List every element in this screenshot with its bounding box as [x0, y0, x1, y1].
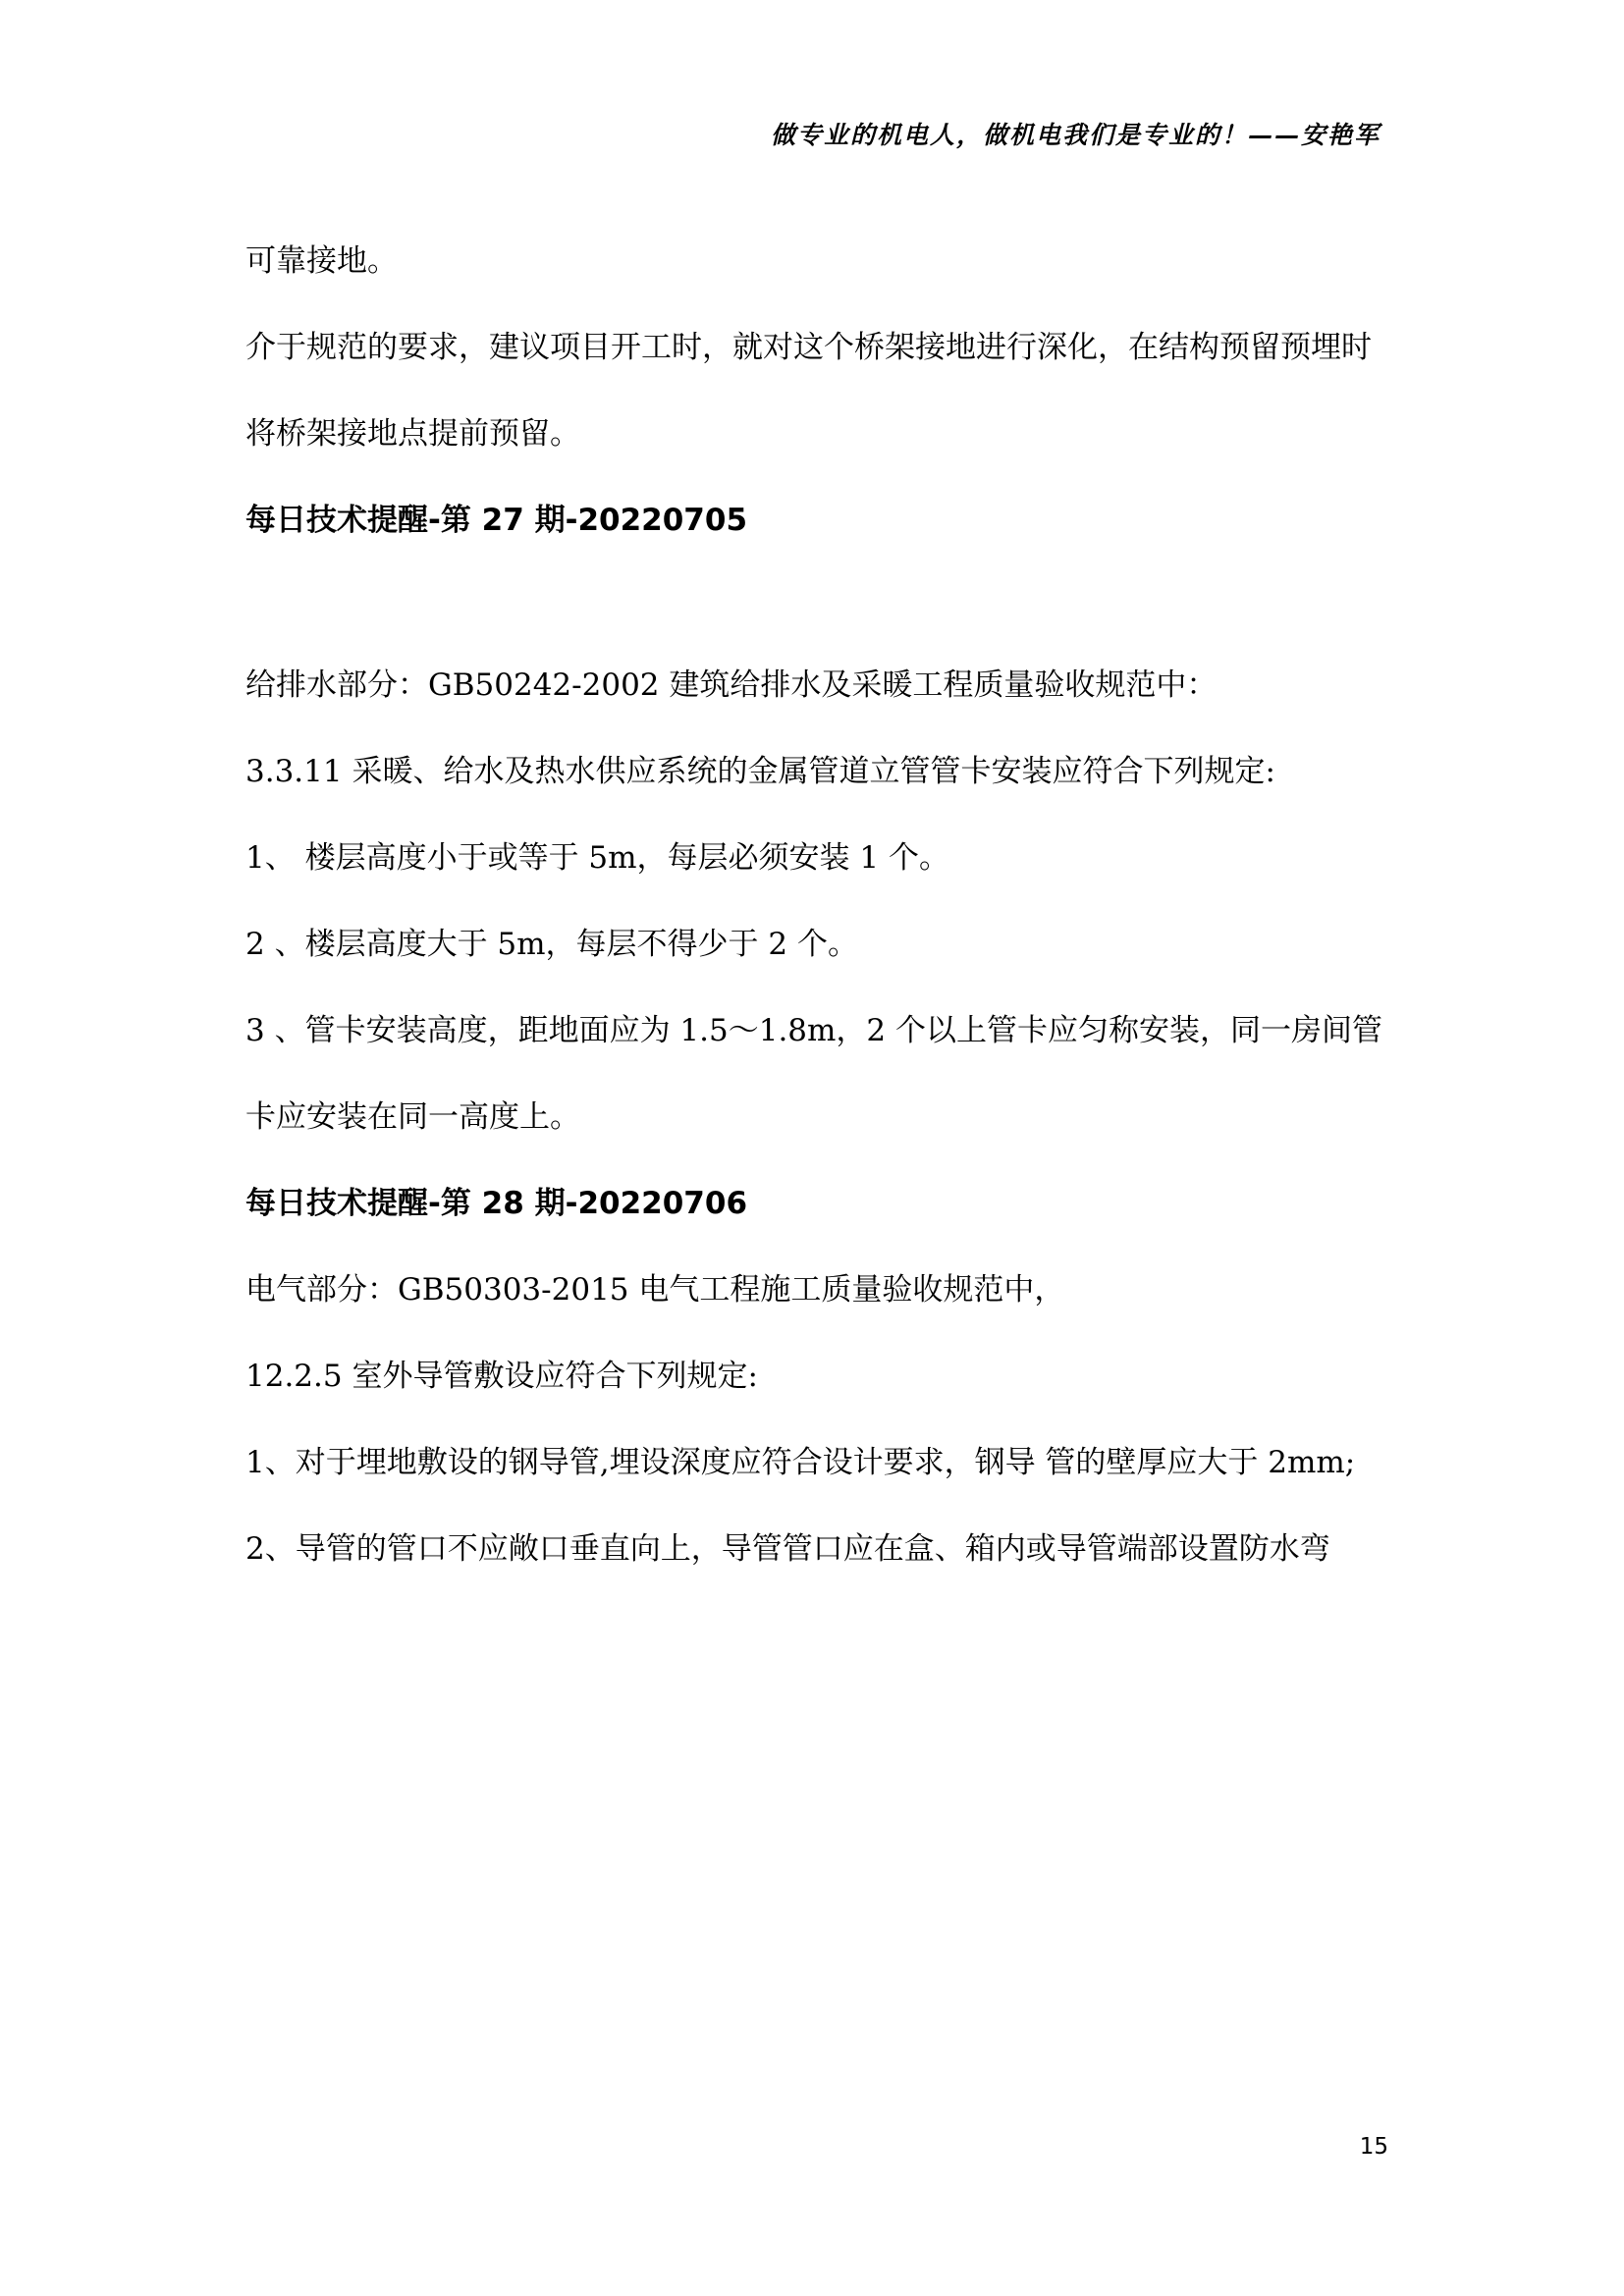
paragraph: 12.2.5 室外导管敷设应符合下列规定:	[245, 1359, 758, 1394]
paragraph: 给排水部分：GB50242-2002 建筑给排水及采暖工程质量验收规范中：	[245, 667, 1218, 703]
paragraph: 可靠接地。	[245, 243, 398, 279]
page-header: 做专业的机电人，做机电我们是专业的！——安艳军	[770, 121, 1380, 149]
list-item: 2 、楼层高度大于 5m，每层不得少于 2 个。	[245, 927, 858, 962]
paragraph: 3.3.11 采暖、给水及热水供应系统的金属管道立管管卡安装应符合下列规定:	[245, 754, 1275, 789]
paragraph: 介于规范的要求，建议项目开工时，就对这个桥架接地进行深化，在结构预留预埋时将桥架接地点提前预留。	[245, 330, 1372, 452]
document-body	[245, 218, 1384, 1592]
list-item: 1、对于埋地敷设的钢导管,埋设深度应符合设计要求，钢导 管的壁厚应大于 2mm;	[245, 1445, 1356, 1480]
section-heading: 每日技术提醒-第 27 期-20220705	[245, 503, 748, 538]
list-item: 2、导管的管口不应敞口垂直向上，导管管口应在盒、箱内或导管端部设置防水弯	[245, 1531, 1330, 1567]
paragraph: 电气部分：GB50303-2015 电气工程施工质量验收规范中，	[245, 1272, 1065, 1308]
spacer	[245, 563, 1384, 642]
list-item: 1、 楼层高度小于或等于 5m，每层必须安装 1 个。	[245, 840, 949, 876]
page-number: 15	[1359, 2134, 1388, 2160]
section-heading: 每日技术提醒-第 28 期-20220706	[245, 1186, 748, 1221]
list-item: 3 、管卡安装高度，距地面应为 1.5～1.8m，2 个以上管卡应匀称安装，同一房间管卡应安装在同一高度上。	[245, 1013, 1383, 1135]
